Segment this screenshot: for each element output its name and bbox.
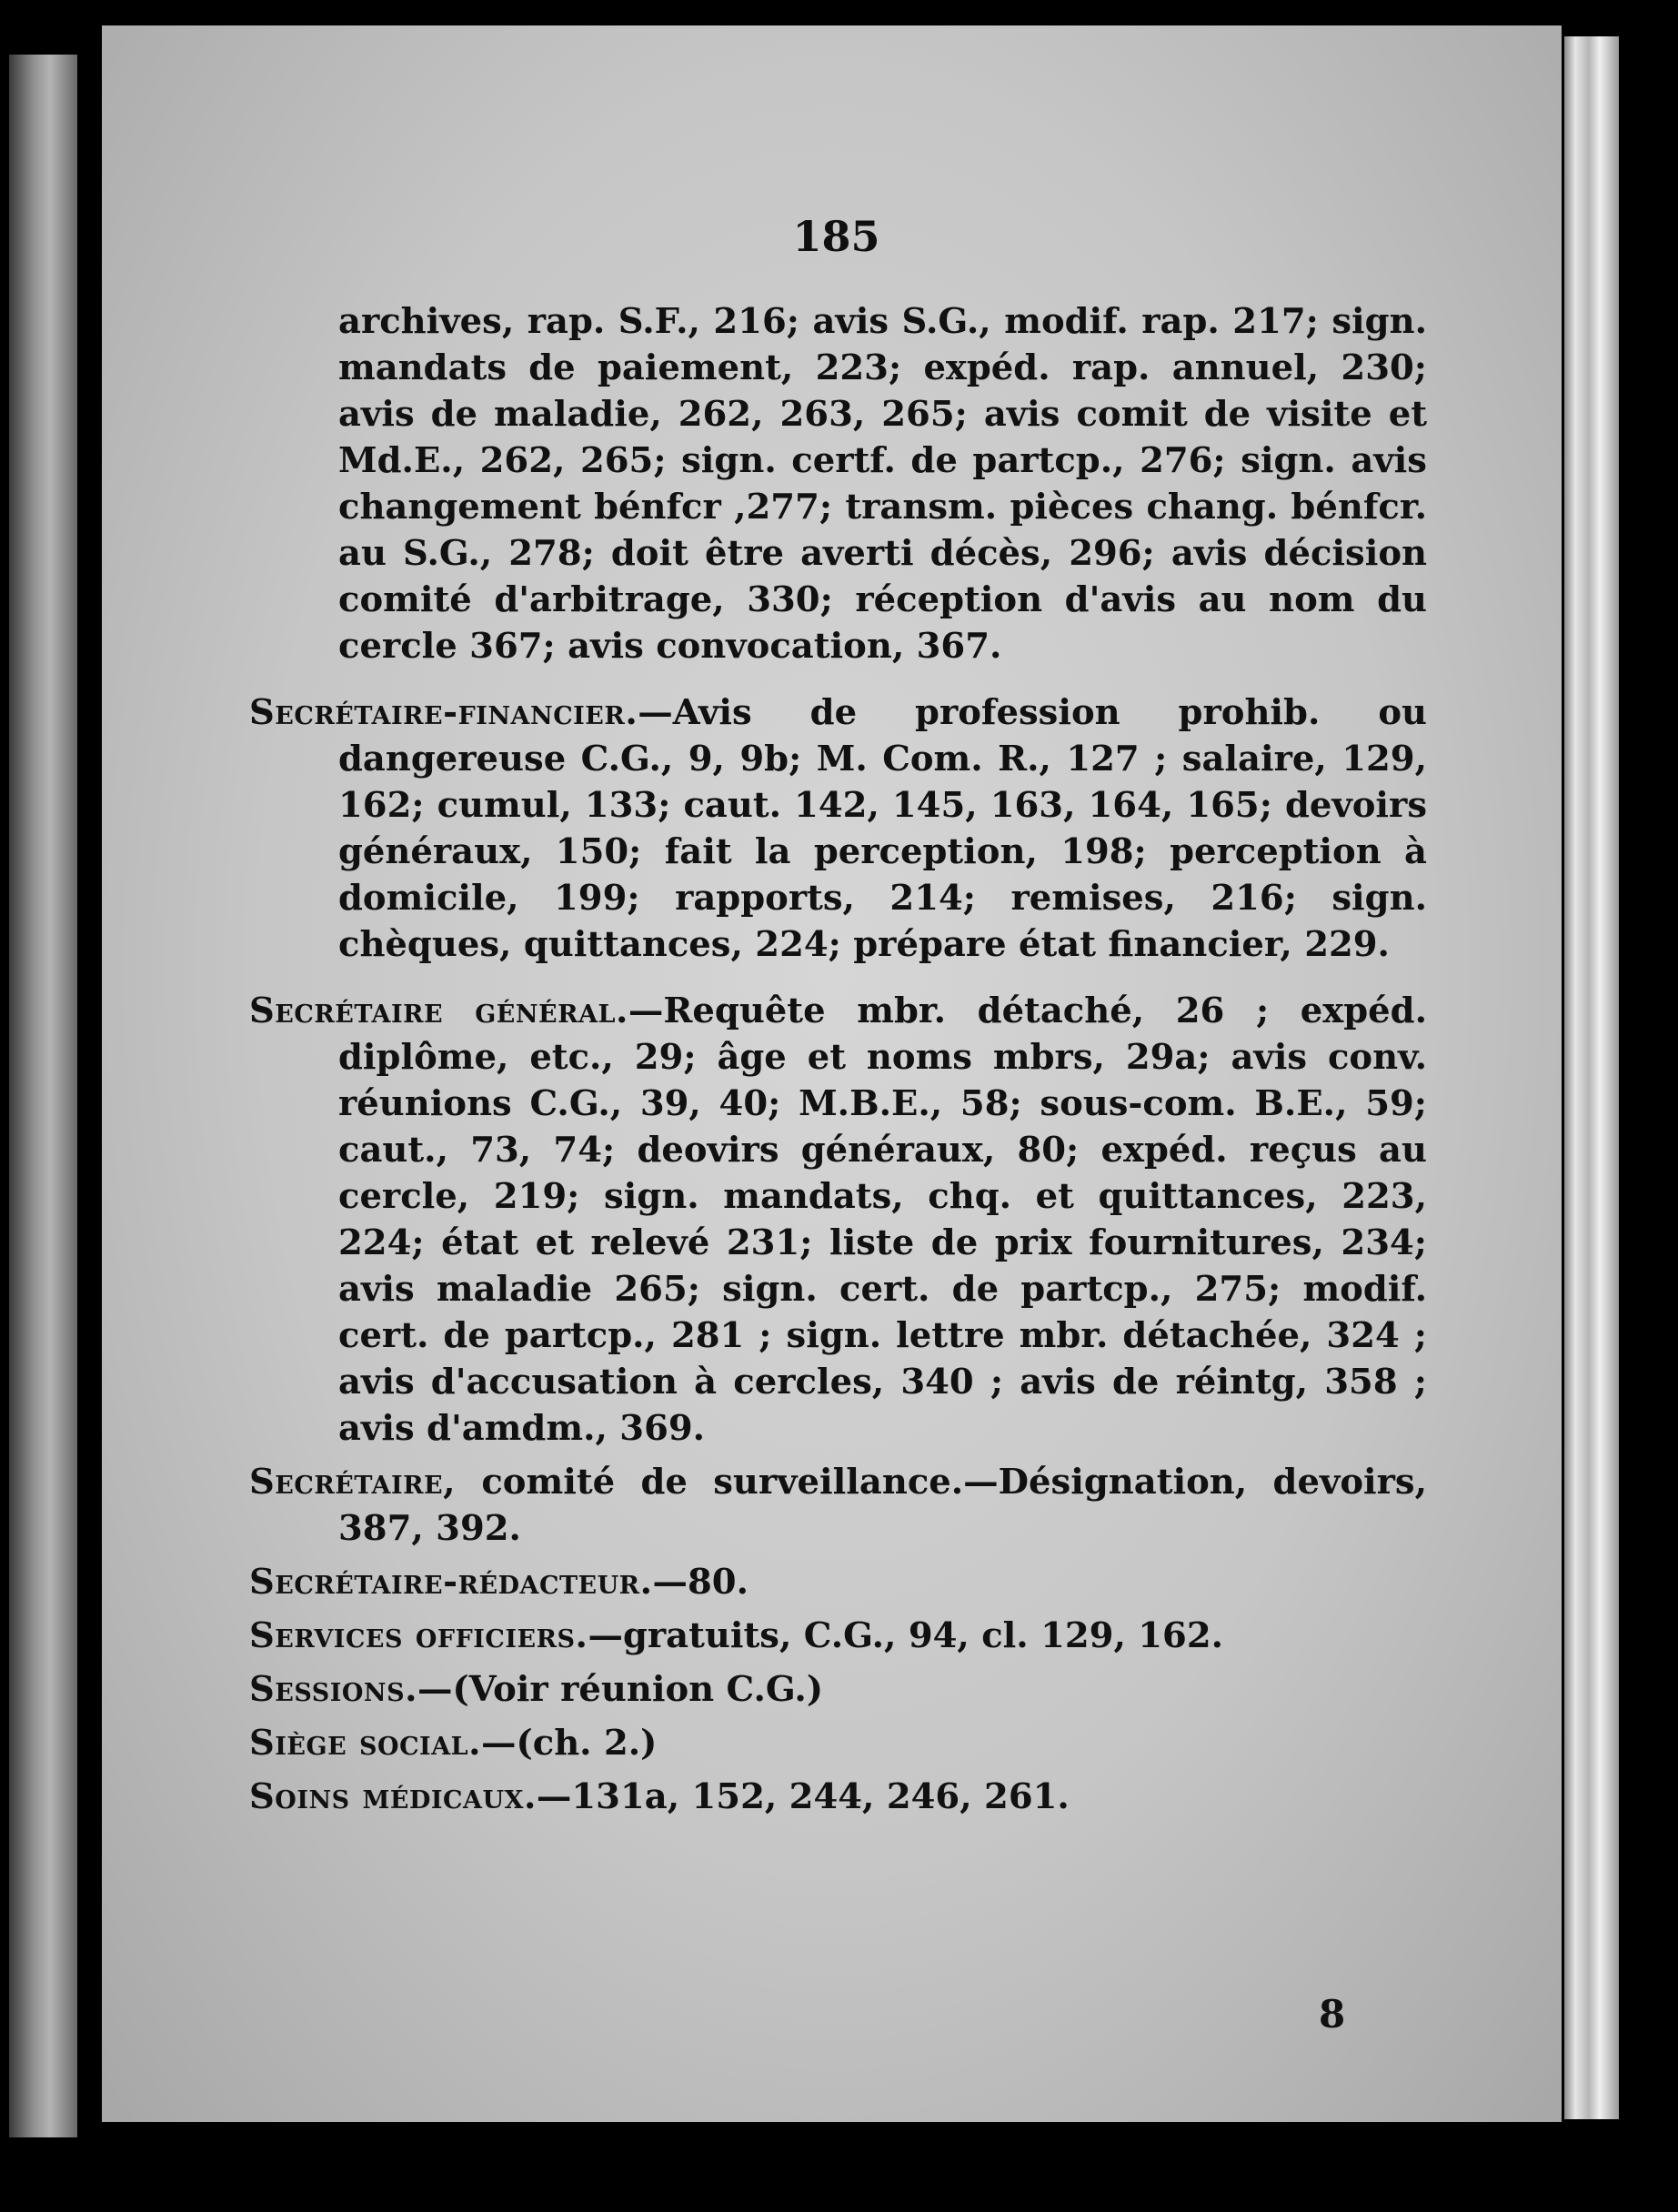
entry-text: —Avis de profession prohib. ou dangereuse C.G., 9, 9b; M. Com. R., 127 ; salaire, 129, 162; cumul, 133; caut. 142, 145, 163, 164, 165; devoirs généraux, 150; fait la perception, 198; perception à domicile, 199; rapports, 214; remises, 216; sign. chèques, quittances, 224; prépare état financier, 229. xyxy=(338,692,1427,965)
index-entry-continuation xyxy=(249,298,1427,669)
index-entry-siege-social xyxy=(249,1720,1427,1766)
entry-text: —80. xyxy=(652,1562,749,1603)
entry-text: archives, rap. S.F., 216; avis S.G., modif. rap. 217; sign. mandats de paiement, 223; expéd. rap. annuel, 230; avis de maladie, 262, 263, 265; avis comit de visite et Md.E., 262, 265; sign. certf. de partcp., 276; sign. avis changement bénfcr ,277; transm. pièces chang. bénfcr. au S.G., 278; doit être averti décès, 296; avis décision comité d'arbitrage, 330; réception d'avis au nom du cercle 367; avis convocation, 367. xyxy=(338,301,1427,667)
index-entry-secretaire-general xyxy=(249,988,1427,1452)
entry-text: —gratuits, C.G., 94, cl. 129, 162. xyxy=(588,1615,1224,1656)
book-page xyxy=(102,25,1562,2122)
entry-heading: Secrétaire, xyxy=(249,1462,457,1503)
entry-heading: Secrétaire-rédacteur. xyxy=(249,1562,653,1603)
entry-heading: Services officiers. xyxy=(249,1615,588,1656)
entry-heading: Secrétaire-financier. xyxy=(249,692,638,733)
index-entry-secretaire-financier xyxy=(249,689,1427,968)
entry-text: —(ch. 2.) xyxy=(481,1723,658,1764)
index-entry-secretaire-comite xyxy=(249,1459,1427,1552)
entry-text: —Requête mbr. détaché, 26 ; expéd. diplôme, etc., 29; âge et noms mbrs, 29a; avis conv. réunions C.G., 39, 40; M.B.E., 58; sous-com. B.E., 59; caut., 73, 74; deovirs généraux, 80; expéd. reçus au cercle, 219; sign. mandats, chq. et quittances, 223, 224; état et relevé 231; liste de prix fournitures, 234; avis maladie 265; sign. cert. de partcp., 275; modif. cert. de partcp., 281 ; sign. lettre mbr. détachée, 324 ; avis d'accusation à cercles, 340 ; avis de réintg, 358 ; avis d'amdm., 369. xyxy=(338,990,1427,1449)
page-number: 185 xyxy=(792,212,880,261)
entry-text: —(Voir réunion C.G.) xyxy=(417,1669,824,1710)
entry-heading: Soins médicaux. xyxy=(249,1776,537,1817)
entry-heading: Secrétaire général. xyxy=(249,990,628,1031)
page-stack-edge xyxy=(1564,36,1619,2119)
index-entry-secretaire-redacteur xyxy=(249,1559,1427,1605)
entry-text: —131a, 152, 244, 246, 261. xyxy=(536,1776,1070,1817)
entry-heading: Sessions. xyxy=(249,1669,418,1710)
entry-heading: Siège social. xyxy=(249,1723,482,1764)
index-entry-soins-medicaux xyxy=(249,1774,1427,1820)
index-entry-sessions xyxy=(249,1666,1427,1713)
entry-text: comité de surveillance.—Désignation, devoirs, 387, 392. xyxy=(338,1462,1427,1549)
index-entries xyxy=(249,298,1427,1827)
signature-mark: 8 xyxy=(1319,1992,1346,2036)
index-entry-services-officiers xyxy=(249,1613,1427,1659)
adjacent-page-edge xyxy=(9,55,77,2137)
